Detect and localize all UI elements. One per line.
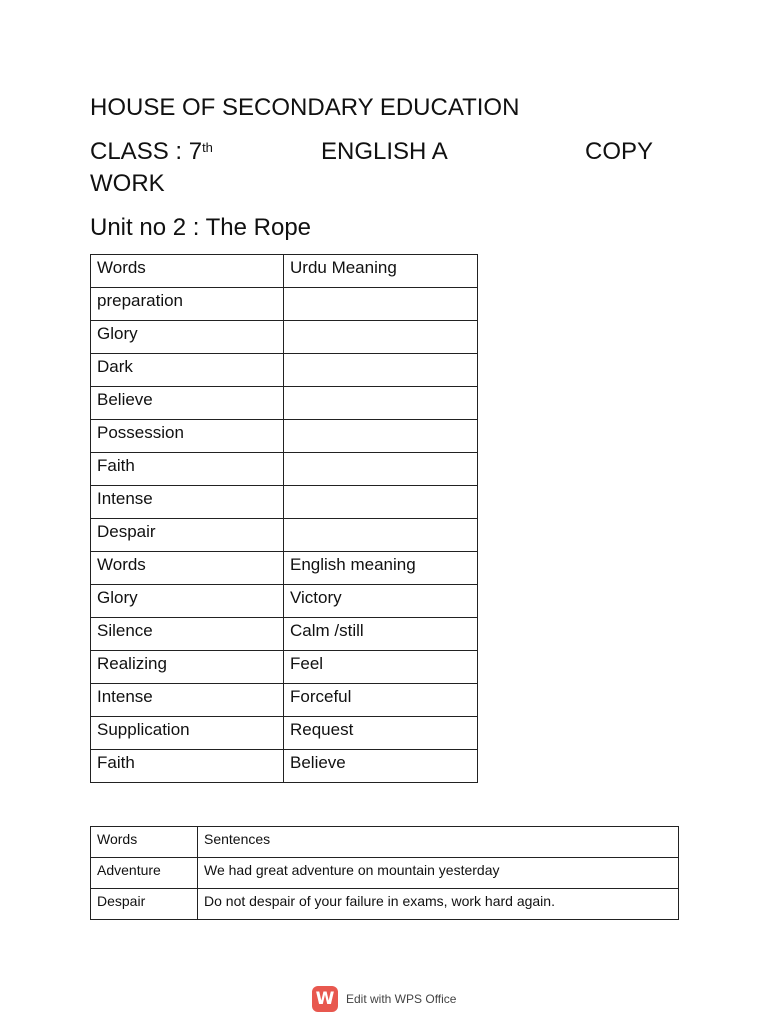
word-cell: preparation [91,288,284,321]
word-cell: Silence [91,618,284,651]
table-row [91,750,478,783]
table-header-row [91,255,478,288]
wps-edit-label: Edit with WPS Office [346,992,457,1006]
word-cell: Faith [91,750,284,783]
meaning-cell [284,420,478,453]
word-cell: Adventure [91,858,198,889]
word-cell: Intense [91,486,284,519]
header-cell: English meaning [284,552,478,585]
table-header-row [91,552,478,585]
table-row [91,387,478,420]
table-row [91,618,478,651]
table-row [91,684,478,717]
meaning-cell [284,486,478,519]
meaning-cell: Feel [284,651,478,684]
word-cell: Realizing [91,651,284,684]
sentence-cell: Do not despair of your failure in exams, work hard again. [198,889,679,920]
header-cell: Sentences [198,827,679,858]
header-cell: Words [91,552,284,585]
table-row [91,651,478,684]
table-row [91,420,478,453]
meaning-cell [284,288,478,321]
copy-label: COPY [585,138,654,165]
unit-title: Unit no 2 : The Rope [90,214,312,241]
word-cell: Possession [91,420,284,453]
meaning-cell [284,354,478,387]
class-label [90,138,213,166]
class-superscript: th [202,140,213,155]
word-cell: Glory [91,585,284,618]
sentence-cell: We had great adventure on mountain yesterday [198,858,679,889]
word-cell: Intense [91,684,284,717]
sentences-table [90,826,679,920]
header-cell: Words [91,255,284,288]
meaning-cell: Request [284,717,478,750]
wps-logo-icon: W [312,986,338,1012]
class-text: CLASS : 7 [90,138,203,165]
meaning-cell [284,453,478,486]
work-label: WORK [90,170,165,197]
header-cell: Words [91,827,198,858]
table-row [91,858,679,889]
word-cell: Despair [91,519,284,552]
table-header-row [91,827,679,858]
word-cell: Believe [91,387,284,420]
word-cell: Supplication [91,717,284,750]
table-row [91,486,478,519]
word-cell: Despair [91,889,198,920]
meaning-cell: Calm /still [284,618,478,651]
meaning-cell: Victory [284,585,478,618]
table-row [91,453,478,486]
table-row [91,354,478,387]
meaning-cell [284,519,478,552]
table-row [91,889,679,920]
table-row [91,519,478,552]
word-cell: Faith [91,453,284,486]
wps-edit-button[interactable] [312,985,456,1013]
vocabulary-table [90,254,478,783]
table-row [91,585,478,618]
header-cell: Urdu Meaning [284,255,478,288]
word-cell: Glory [91,321,284,354]
table-row [91,717,478,750]
school-title: HOUSE OF SECONDARY EDUCATION [90,94,520,121]
meaning-cell: Forceful [284,684,478,717]
meaning-cell: Believe [284,750,478,783]
subject-label: ENGLISH A [321,138,448,165]
table-row [91,288,478,321]
word-cell: Dark [91,354,284,387]
meaning-cell [284,387,478,420]
meaning-cell [284,321,478,354]
table-row [91,321,478,354]
